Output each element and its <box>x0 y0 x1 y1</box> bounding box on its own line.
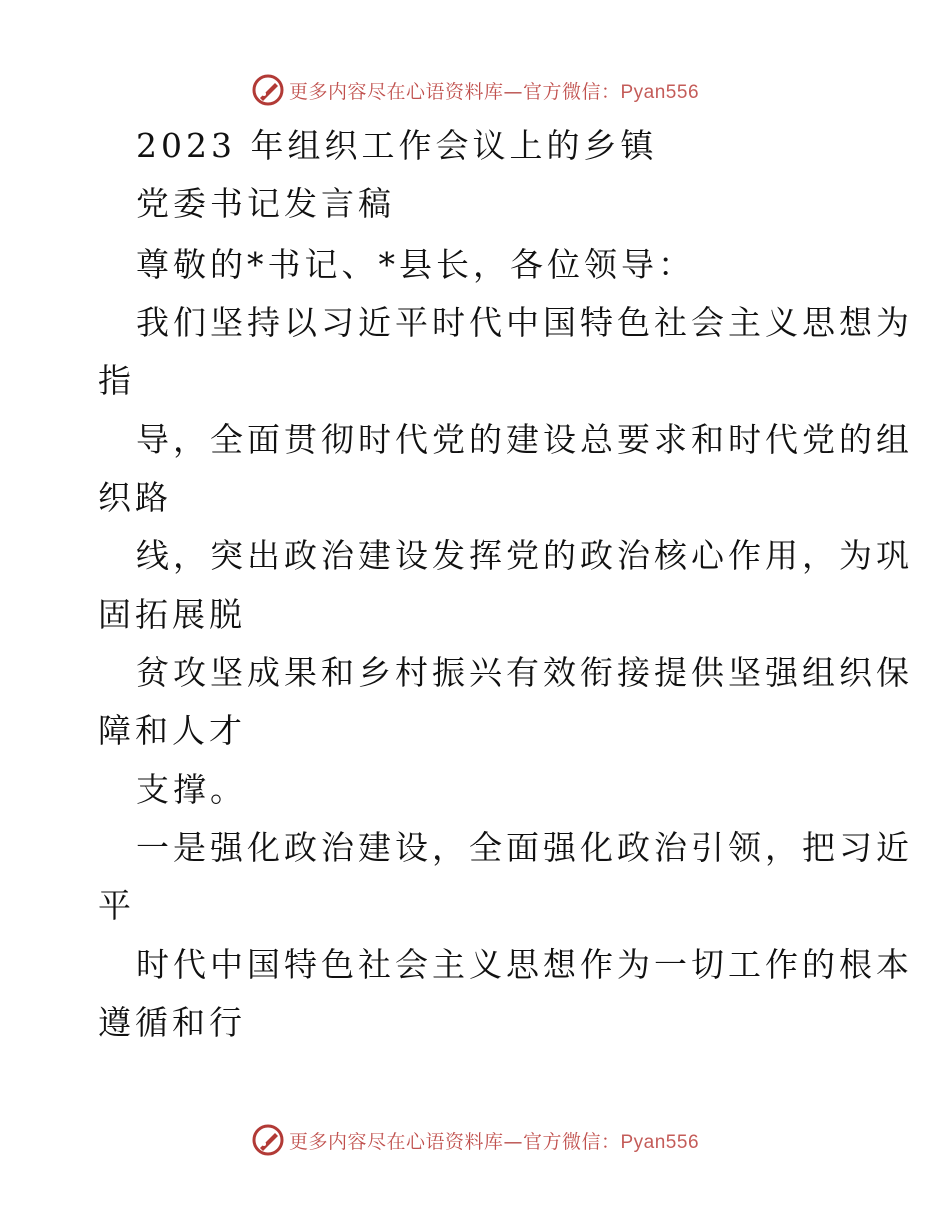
pen-circle-logo-icon <box>251 73 285 107</box>
header-watermark <box>0 70 950 110</box>
pen-circle-logo-icon <box>251 1123 285 1157</box>
watermark-text: 更多内容尽在心语资料库—官方微信：Pyan556 <box>288 1130 700 1153</box>
paragraph-line: 导，全面贯彻时代党的建设总要求和时代党的组 <box>136 420 913 459</box>
paragraph-line: 障和人才 <box>98 711 246 750</box>
paragraph-line: 织路 <box>98 478 172 517</box>
paragraph-line: 贫攻坚成果和乡村振兴有效衔接提供坚强组织保 <box>136 653 913 692</box>
footer-watermark <box>0 1120 950 1160</box>
watermark-text: 更多内容尽在心语资料库—官方微信：Pyan556 <box>288 80 700 103</box>
paragraph-line: 我们坚持以习近平时代中国特色社会主义思想为 <box>136 303 913 342</box>
salutation: 尊敬的*书记、*县长，各位领导： <box>136 245 695 284</box>
document-title-line-2: 党委书记发言稿 <box>136 184 395 223</box>
paragraph-line: 线，突出政治建设发挥党的政治核心作用，为巩 <box>136 536 913 575</box>
paragraph-line: 平 <box>98 886 135 925</box>
paragraph-line: 固拓展脱 <box>98 595 246 634</box>
paragraph-line: 时代中国特色社会主义思想作为一切工作的根本 <box>136 945 913 984</box>
paragraph-line: 指 <box>98 361 135 400</box>
document-title-line-1: 2023 年组织工作会议上的乡镇 <box>136 126 658 165</box>
paragraph-line: 支撑。 <box>136 770 247 809</box>
paragraph-line: 一是强化政治建设，全面强化政治引领，把习近 <box>136 828 913 867</box>
paragraph-line: 遵循和行 <box>98 1003 246 1042</box>
